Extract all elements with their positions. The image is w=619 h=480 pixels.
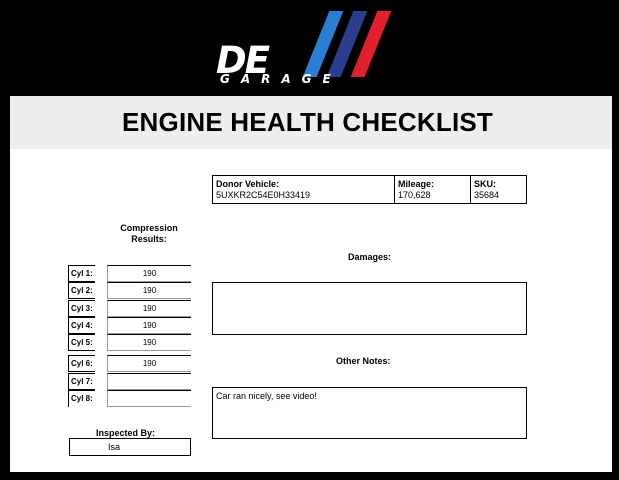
cylinder-label: Cyl 7: — [68, 373, 95, 390]
cylinder-label: Cyl 6: — [68, 355, 95, 372]
donor-vehicle-cell — [213, 176, 394, 203]
damages-label: Damages: — [348, 252, 392, 262]
cylinder-row — [68, 300, 190, 317]
mileage-cell — [394, 176, 470, 203]
cylinder-label: Cyl 4: — [68, 317, 95, 334]
mileage-value[interactable]: 170,628 — [398, 190, 431, 200]
cylinder-value[interactable]: 190 — [107, 355, 191, 372]
cylinder-row — [68, 265, 190, 282]
cylinder-value[interactable]: 190 — [107, 334, 191, 351]
cylinder-row — [68, 355, 190, 372]
cylinder-value[interactable] — [107, 390, 191, 407]
page-title: ENGINE HEALTH CHECKLIST — [122, 107, 494, 137]
sku-cell — [470, 176, 526, 203]
cylinder-value[interactable]: 190 — [107, 282, 191, 299]
cylinder-row — [68, 390, 190, 407]
cylinder-value[interactable] — [107, 373, 191, 390]
logo-subtext: GARAGE — [220, 72, 342, 86]
compression-title-line1: Compression — [120, 223, 178, 233]
sku-value[interactable]: 35684 — [474, 190, 500, 200]
cylinder-value[interactable]: 190 — [107, 265, 191, 282]
cylinder-label: Cyl 8: — [68, 390, 95, 407]
cylinder-label: Cyl 2: — [68, 282, 95, 299]
title-band — [10, 96, 612, 149]
compression-title — [104, 223, 194, 245]
sku-label: SKU: — [474, 179, 496, 189]
donor-vehicle-label: Donor Vehicle: — [216, 179, 280, 189]
cylinder-label: Cyl 5: — [68, 334, 95, 351]
other-notes-field[interactable]: Car ran nicely, see video! — [212, 387, 527, 439]
cylinder-label: Cyl 3: — [68, 300, 95, 317]
inspected-by-label: Inspected By: — [96, 428, 156, 438]
other-notes-label: Other Notes: — [336, 356, 391, 366]
cylinder-value[interactable]: 190 — [107, 300, 191, 317]
logo-text: DE — [216, 39, 268, 82]
vehicle-info-table — [212, 175, 527, 204]
cylinder-label: Cyl 1: — [68, 265, 95, 282]
cylinder-row — [68, 334, 190, 351]
company-logo — [216, 10, 392, 92]
donor-vehicle-value[interactable]: 5UXKR2C54E0H33419 — [216, 190, 311, 200]
mileage-label: Mileage: — [398, 179, 435, 189]
cylinder-row — [68, 282, 190, 299]
cylinder-row — [68, 373, 190, 390]
checklist-sheet — [10, 96, 612, 472]
cylinder-value[interactable]: 190 — [107, 317, 191, 334]
inspected-by-field[interactable]: Isa — [69, 438, 191, 456]
cylinder-row — [68, 317, 190, 334]
damages-field[interactable] — [212, 282, 527, 335]
compression-title-line2: Results: — [131, 234, 167, 244]
